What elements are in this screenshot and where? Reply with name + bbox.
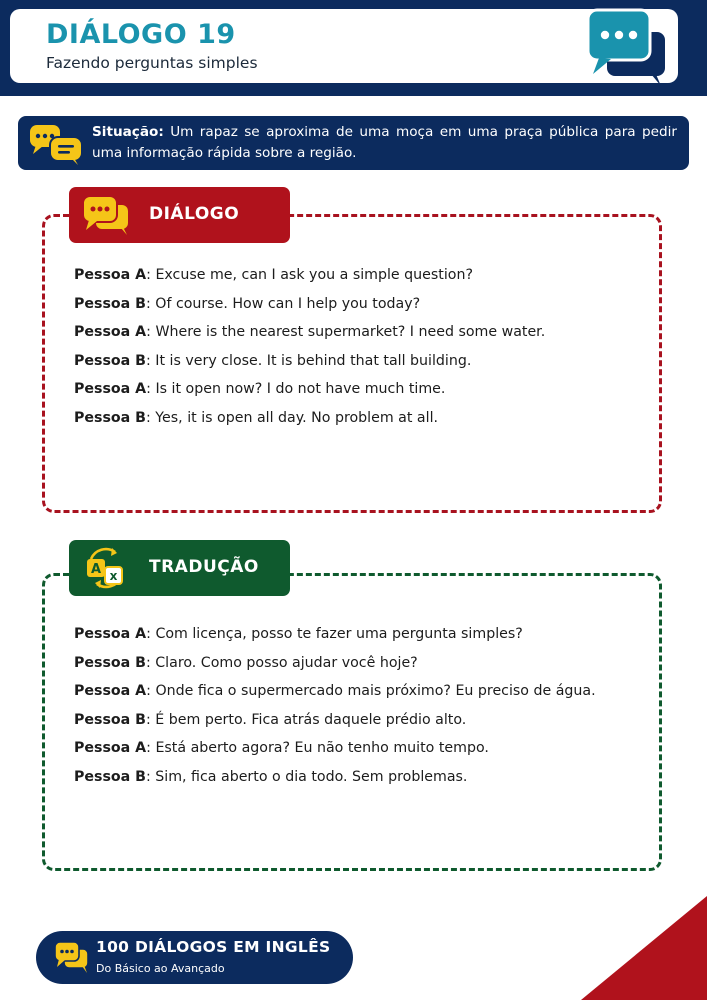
translation-tab bbox=[69, 540, 290, 596]
speaker-label: Pessoa A bbox=[74, 381, 147, 398]
corner-decoration bbox=[581, 896, 707, 1000]
situation-text bbox=[92, 122, 677, 164]
line-text: : Yes, it is open all day. No problem at all. bbox=[145, 409, 439, 426]
dialogue-tab bbox=[69, 187, 290, 243]
translation-line bbox=[74, 767, 644, 796]
line-text: : Onde fica o supermercado mais próximo? Eu preciso de água. bbox=[146, 683, 596, 700]
speaker-label: Pessoa B bbox=[74, 409, 146, 426]
translation-line bbox=[74, 681, 644, 710]
speaker-label: Pessoa A bbox=[74, 626, 147, 642]
speech-bubbles-icon bbox=[81, 194, 131, 236]
speaker-label: Pessoa B bbox=[74, 654, 146, 671]
line-text: : Sim, fica aberto o dia todo. Sem problemas. bbox=[145, 768, 468, 785]
translation-line bbox=[74, 738, 644, 767]
dialogue-line bbox=[74, 322, 644, 351]
brand-subtitle: Do Básico ao Avançado bbox=[96, 962, 225, 975]
dialogue-line bbox=[74, 351, 644, 380]
translation-title: TRADUÇÃO bbox=[149, 557, 259, 577]
dialogue-lines bbox=[74, 265, 644, 437]
translation-line bbox=[74, 624, 644, 653]
brand-title: 100 DIÁLOGOS EM INGLÊS bbox=[96, 938, 331, 956]
dialogue-line bbox=[74, 379, 644, 408]
translation-line bbox=[74, 653, 644, 682]
line-text: : Está aberto agora? Eu não tenho muito tempo. bbox=[146, 740, 489, 757]
speaker-label: Pessoa B bbox=[74, 711, 146, 728]
page-title: DIÁLOGO 19 bbox=[46, 19, 236, 50]
speech-bubbles-icon bbox=[54, 941, 90, 975]
page-subtitle: Fazendo perguntas simples bbox=[46, 54, 258, 72]
chat-bubbles-icon bbox=[28, 123, 84, 165]
line-text: : It is very close. It is behind that tall building. bbox=[145, 352, 472, 369]
line-text: : Excuse me, can I ask you a simple question? bbox=[146, 267, 473, 283]
line-text: : Com licença, posso te fazer uma pergunta simples? bbox=[146, 626, 523, 642]
svg-text:A: A bbox=[90, 562, 102, 577]
line-text: : Is it open now? I do not have much time. bbox=[146, 381, 446, 398]
speaker-label: Pessoa B bbox=[74, 352, 146, 369]
chat-bubbles-icon bbox=[585, 8, 671, 88]
speaker-label: Pessoa A bbox=[74, 267, 147, 283]
line-text: : Of course. How can I help you today? bbox=[145, 295, 421, 312]
svg-text:x: x bbox=[109, 569, 118, 583]
speaker-label: Pessoa B bbox=[74, 295, 146, 312]
brand-badge bbox=[36, 931, 353, 984]
dialogue-line bbox=[74, 265, 644, 294]
header-card bbox=[10, 9, 678, 83]
translate-icon bbox=[81, 547, 131, 589]
dialogue-line bbox=[74, 294, 644, 323]
situation-description: Um rapaz se aproxima de uma moça em uma praça pública para pedir uma informação rápida sobre a região. bbox=[92, 124, 677, 161]
speaker-label: Pessoa A bbox=[74, 740, 147, 757]
line-text: : Claro. Como posso ajudar você hoje? bbox=[145, 654, 418, 671]
line-text: : É bem perto. Fica atrás daquele prédio alto. bbox=[145, 711, 467, 728]
dialogue-line bbox=[74, 408, 644, 437]
speaker-label: Pessoa A bbox=[74, 683, 147, 700]
line-text: : Where is the nearest supermarket? I need some water. bbox=[146, 324, 546, 341]
translation-line bbox=[74, 710, 644, 739]
situation-label: Situação: bbox=[92, 124, 164, 140]
speaker-label: Pessoa B bbox=[74, 768, 146, 785]
translation-lines bbox=[74, 624, 644, 796]
speaker-label: Pessoa A bbox=[74, 324, 147, 341]
dialogue-title: DIÁLOGO bbox=[149, 204, 240, 224]
situation-banner bbox=[18, 116, 689, 170]
